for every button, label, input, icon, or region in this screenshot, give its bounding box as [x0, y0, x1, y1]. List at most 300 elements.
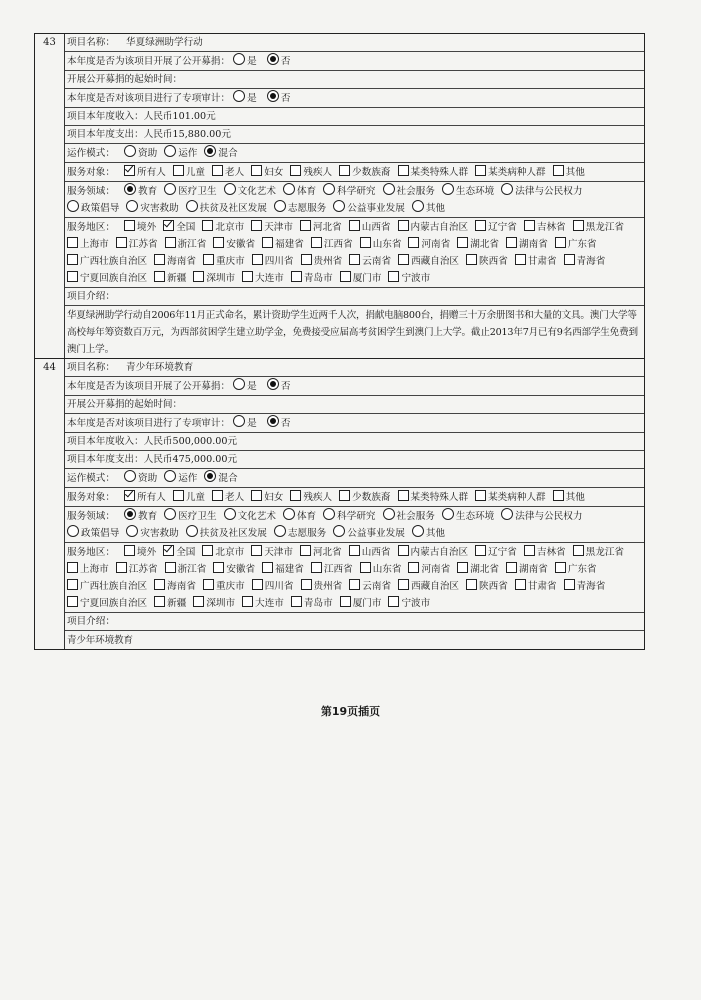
radio-option[interactable] [323, 183, 375, 200]
radio-option[interactable] [67, 200, 119, 217]
checkbox-option[interactable] [398, 489, 469, 506]
option-label: 老人 [225, 167, 245, 178]
checkbox-icon[interactable] [67, 254, 78, 265]
checkbox-option[interactable] [573, 219, 624, 236]
checkbox-option[interactable] [340, 595, 382, 612]
checkbox-option[interactable] [398, 578, 459, 595]
intro-label-row [65, 288, 644, 306]
checkbox-option[interactable] [475, 164, 546, 181]
checkbox-icon[interactable] [398, 490, 409, 501]
checkbox-option[interactable] [564, 578, 606, 595]
option-label: 科学研究 [337, 511, 376, 522]
checkbox-icon[interactable] [457, 237, 468, 248]
intro-text: 青少年环境教育 [67, 635, 133, 646]
checkbox-option[interactable] [251, 489, 283, 506]
checkbox-icon[interactable] [212, 165, 223, 176]
checkbox-icon[interactable] [212, 490, 223, 501]
checkbox-icon[interactable] [506, 562, 517, 573]
checkbox-checked-icon[interactable] [124, 165, 135, 176]
fundraising-yes-option[interactable] [233, 53, 257, 70]
option-label: 天津市 [264, 547, 293, 558]
income-text: 项目本年度收入：人民币101.00元 [67, 111, 216, 122]
income-row [65, 433, 644, 451]
checkbox-icon[interactable] [340, 596, 351, 607]
checkbox-option[interactable] [475, 219, 517, 236]
checkbox-option[interactable] [339, 164, 390, 181]
radio-icon[interactable] [323, 508, 335, 520]
radio-selected-icon[interactable] [124, 508, 136, 520]
checkbox-option[interactable] [67, 236, 109, 253]
checkbox-icon[interactable] [262, 562, 273, 573]
checkbox-option[interactable] [475, 544, 517, 561]
checkbox-option[interactable] [398, 544, 469, 561]
checkbox-option[interactable] [202, 544, 244, 561]
checkbox-icon[interactable] [515, 254, 526, 265]
checkbox-option[interactable] [506, 236, 548, 253]
checkbox-option[interactable] [466, 253, 508, 270]
checkbox-icon[interactable] [524, 545, 535, 556]
checkbox-icon[interactable] [193, 596, 204, 607]
checkbox-icon[interactable] [339, 490, 350, 501]
checkbox-option[interactable] [203, 253, 245, 270]
checkbox-option[interactable] [506, 561, 548, 578]
checkbox-icon[interactable] [193, 271, 204, 282]
checkbox-option[interactable] [202, 219, 244, 236]
checkbox-icon[interactable] [349, 579, 360, 590]
checkbox-icon[interactable] [311, 237, 322, 248]
fundraising-question: 本年度是否为该项目开展了公开募捐： [67, 56, 231, 67]
checkbox-icon[interactable] [555, 562, 566, 573]
checkbox-option[interactable] [524, 544, 566, 561]
targets-label: 服务对象： [67, 492, 115, 503]
checkbox-option[interactable] [349, 253, 391, 270]
checkbox-option[interactable] [212, 164, 244, 181]
radio-option[interactable] [124, 183, 157, 200]
checkbox-icon[interactable] [203, 254, 214, 265]
checkbox-option[interactable] [524, 219, 566, 236]
checkbox-icon[interactable] [300, 545, 311, 556]
radio-icon[interactable] [412, 200, 424, 212]
checkbox-option[interactable] [340, 270, 382, 287]
option-label: 政策倡导 [81, 203, 120, 214]
checkbox-option[interactable] [116, 236, 158, 253]
checkbox-icon[interactable] [242, 271, 253, 282]
checkbox-icon[interactable] [67, 562, 78, 573]
checkbox-option[interactable] [154, 595, 186, 612]
checkbox-icon[interactable] [290, 165, 301, 176]
checkbox-icon[interactable] [360, 562, 371, 573]
checkbox-option[interactable] [388, 270, 430, 287]
checkbox-option[interactable] [67, 270, 147, 287]
radio-option[interactable] [164, 470, 197, 487]
radio-option[interactable] [283, 508, 316, 525]
audit-yes-option[interactable] [233, 415, 257, 432]
checkbox-option[interactable] [252, 253, 294, 270]
checkbox-icon[interactable] [213, 562, 224, 573]
checkbox-icon[interactable] [339, 165, 350, 176]
checkbox-option[interactable] [398, 253, 459, 270]
checkbox-icon[interactable] [301, 254, 312, 265]
radio-icon[interactable] [233, 378, 245, 390]
checkbox-icon[interactable] [291, 596, 302, 607]
radio-option[interactable] [333, 200, 405, 217]
checkbox-option[interactable] [124, 219, 156, 236]
targets-label: 服务对象： [67, 167, 115, 178]
checkbox-icon[interactable] [475, 490, 486, 501]
fundraising-no-option[interactable] [267, 378, 291, 395]
radio-option[interactable] [126, 525, 178, 542]
radio-icon[interactable] [124, 470, 136, 482]
checkbox-option[interactable] [360, 561, 402, 578]
checkbox-option[interactable] [173, 164, 205, 181]
checkbox-option[interactable] [252, 578, 294, 595]
radio-selected-icon[interactable] [267, 90, 279, 102]
checkbox-option[interactable] [154, 253, 196, 270]
radio-option[interactable] [383, 508, 435, 525]
radio-icon[interactable] [233, 53, 245, 65]
record-number: 44 [35, 359, 65, 649]
checkbox-icon[interactable] [515, 579, 526, 590]
checkbox-icon[interactable] [291, 271, 302, 282]
checkbox-icon[interactable] [311, 562, 322, 573]
audit-row [65, 89, 644, 108]
checkbox-icon[interactable] [475, 220, 486, 231]
checkbox-icon[interactable] [165, 562, 176, 573]
checkbox-option[interactable] [212, 489, 244, 506]
checkbox-icon[interactable] [67, 237, 78, 248]
checkbox-option[interactable] [251, 544, 293, 561]
checkbox-icon[interactable] [564, 579, 575, 590]
checkbox-icon[interactable] [242, 596, 253, 607]
radio-option[interactable] [224, 508, 276, 525]
option-label: 境外 [137, 547, 157, 558]
radio-option[interactable] [383, 183, 435, 200]
checkbox-option[interactable] [67, 595, 147, 612]
checkbox-icon[interactable] [154, 254, 165, 265]
checkbox-icon[interactable] [301, 579, 312, 590]
radio-selected-icon[interactable] [267, 53, 279, 65]
checkbox-icon[interactable] [340, 271, 351, 282]
checkbox-icon[interactable] [398, 579, 409, 590]
checkbox-option[interactable] [300, 219, 342, 236]
option-label: 青海省 [576, 581, 606, 592]
radio-option[interactable] [274, 200, 326, 217]
checkbox-option[interactable] [515, 253, 557, 270]
checkbox-icon[interactable] [466, 254, 477, 265]
checkbox-icon[interactable] [251, 545, 262, 556]
option-label: 安徽省 [226, 239, 256, 250]
checkbox-option[interactable] [173, 489, 205, 506]
radio-option[interactable] [67, 525, 119, 542]
checkbox-option[interactable] [360, 236, 402, 253]
radio-icon[interactable] [126, 525, 138, 537]
radio-option[interactable] [124, 470, 157, 487]
checkbox-option[interactable] [262, 236, 304, 253]
checkbox-option[interactable] [388, 595, 430, 612]
checkbox-option[interactable] [301, 578, 343, 595]
checkbox-option[interactable] [311, 561, 353, 578]
radio-icon[interactable] [164, 508, 176, 520]
checkbox-option[interactable] [300, 544, 342, 561]
radio-icon[interactable] [501, 508, 513, 520]
checkbox-icon[interactable] [564, 254, 575, 265]
radio-icon[interactable] [442, 183, 454, 195]
radio-icon[interactable] [274, 525, 286, 537]
checkbox-icon[interactable] [506, 237, 517, 248]
checkbox-option[interactable] [124, 544, 156, 561]
radio-icon[interactable] [412, 525, 424, 537]
radio-icon[interactable] [283, 508, 295, 520]
checkbox-icon[interactable] [67, 271, 78, 282]
checkbox-icon[interactable] [173, 490, 184, 501]
checkbox-option[interactable] [475, 489, 546, 506]
checkbox-icon[interactable] [553, 490, 564, 501]
radio-icon[interactable] [383, 183, 395, 195]
checkbox-icon[interactable] [154, 271, 165, 282]
checkbox-option[interactable] [213, 561, 255, 578]
fundraising-no-option[interactable] [267, 53, 291, 70]
checkbox-icon[interactable] [524, 220, 535, 231]
checkbox-icon[interactable] [408, 562, 419, 573]
radio-icon[interactable] [333, 200, 345, 212]
checkbox-option[interactable] [163, 219, 195, 236]
checkbox-option[interactable] [203, 578, 245, 595]
radio-icon[interactable] [186, 200, 198, 212]
radio-icon[interactable] [67, 200, 79, 212]
checkbox-option[interactable] [555, 561, 597, 578]
radio-icon[interactable] [164, 145, 176, 157]
radio-option[interactable] [124, 508, 157, 525]
checkbox-icon[interactable] [173, 165, 184, 176]
radio-icon[interactable] [67, 525, 79, 537]
yes-label: 是 [247, 93, 257, 104]
checkbox-icon[interactable] [251, 220, 262, 231]
audit-no-option[interactable] [267, 415, 291, 432]
checkbox-option[interactable] [154, 578, 196, 595]
checkbox-icon[interactable] [67, 596, 78, 607]
expense-row [65, 126, 644, 144]
radio-icon[interactable] [124, 145, 136, 157]
radio-selected-icon[interactable] [124, 183, 136, 195]
checkbox-option[interactable] [165, 236, 207, 253]
radio-option[interactable] [204, 145, 237, 162]
checkbox-checked-icon[interactable] [163, 220, 174, 231]
radio-icon[interactable] [224, 508, 236, 520]
target-options [124, 167, 592, 178]
checkbox-icon[interactable] [398, 165, 409, 176]
checkbox-option[interactable] [290, 164, 332, 181]
radio-selected-icon[interactable] [267, 378, 279, 390]
option-label: 志愿服务 [287, 528, 327, 539]
checkbox-option[interactable] [242, 270, 284, 287]
radio-icon[interactable] [164, 470, 176, 482]
checkbox-icon[interactable] [457, 562, 468, 573]
checkbox-icon[interactable] [290, 490, 301, 501]
checkbox-option[interactable] [154, 270, 186, 287]
checkbox-option[interactable] [116, 561, 158, 578]
radio-icon[interactable] [283, 183, 295, 195]
checkbox-icon[interactable] [573, 220, 584, 231]
fundraising-yes-option[interactable] [233, 378, 257, 395]
radio-option[interactable] [224, 183, 276, 200]
checkbox-icon[interactable] [251, 490, 262, 501]
audit-no-option[interactable] [267, 90, 291, 107]
checkbox-option[interactable] [398, 219, 469, 236]
checkbox-option[interactable] [163, 544, 195, 561]
checkbox-icon[interactable] [251, 165, 262, 176]
radio-option[interactable] [124, 145, 157, 162]
checkbox-option[interactable] [67, 578, 147, 595]
checkbox-option[interactable] [67, 253, 147, 270]
checkbox-icon[interactable] [202, 220, 213, 231]
radio-selected-icon[interactable] [204, 470, 216, 482]
checkbox-icon[interactable] [202, 545, 213, 556]
radio-icon[interactable] [186, 525, 198, 537]
checkbox-icon[interactable] [475, 545, 486, 556]
option-label: 宁夏回族自治区 [80, 598, 148, 609]
checkbox-icon[interactable] [466, 579, 477, 590]
checkbox-icon[interactable] [349, 254, 360, 265]
radio-option[interactable] [501, 508, 582, 525]
checkbox-icon[interactable] [360, 237, 371, 248]
checkbox-option[interactable] [124, 164, 166, 181]
checkbox-icon[interactable] [300, 220, 311, 231]
radio-option[interactable] [412, 525, 445, 542]
checkbox-icon[interactable] [154, 596, 165, 607]
checkbox-icon[interactable] [398, 220, 409, 231]
checkbox-icon[interactable] [408, 237, 419, 248]
option-label: 大连市 [255, 273, 284, 284]
checkbox-option[interactable] [398, 164, 469, 181]
checkbox-option[interactable] [553, 489, 585, 506]
checkbox-option[interactable] [193, 270, 235, 287]
checkbox-option[interactable] [349, 544, 391, 561]
checkbox-icon[interactable] [388, 271, 399, 282]
checkbox-icon[interactable] [213, 237, 224, 248]
checkbox-option[interactable] [291, 595, 333, 612]
radio-icon[interactable] [323, 183, 335, 195]
radio-selected-icon[interactable] [267, 415, 279, 427]
checkbox-option[interactable] [573, 544, 624, 561]
checkbox-option[interactable] [301, 253, 343, 270]
radio-option[interactable] [164, 145, 197, 162]
radio-option[interactable] [186, 200, 267, 217]
checkbox-icon[interactable] [553, 165, 564, 176]
checkbox-checked-icon[interactable] [124, 490, 135, 501]
checkbox-option[interactable] [466, 578, 508, 595]
checkbox-option[interactable] [290, 489, 332, 506]
radio-option[interactable] [501, 183, 582, 200]
checkbox-option[interactable] [311, 236, 353, 253]
option-label: 社会服务 [396, 511, 435, 522]
checkbox-option[interactable] [457, 561, 499, 578]
checkbox-icon[interactable] [154, 579, 165, 590]
checkbox-option[interactable] [251, 219, 293, 236]
checkbox-option[interactable] [124, 489, 166, 506]
checkbox-option[interactable] [291, 270, 333, 287]
checkbox-icon[interactable] [398, 545, 409, 556]
radio-option[interactable] [274, 525, 326, 542]
checkbox-option[interactable] [67, 561, 109, 578]
checkbox-icon[interactable] [165, 237, 176, 248]
checkbox-icon[interactable] [252, 579, 263, 590]
radio-option[interactable] [283, 183, 316, 200]
checkbox-icon[interactable] [262, 237, 273, 248]
checkbox-icon[interactable] [388, 596, 399, 607]
checkbox-option[interactable] [242, 595, 284, 612]
checkbox-option[interactable] [251, 164, 283, 181]
checkbox-option[interactable] [262, 561, 304, 578]
radio-icon[interactable] [383, 508, 395, 520]
checkbox-icon[interactable] [573, 545, 584, 556]
option-label: 福建省 [275, 564, 304, 575]
checkbox-option[interactable] [349, 578, 391, 595]
checkbox-option[interactable] [193, 595, 235, 612]
checkbox-icon[interactable] [124, 220, 135, 231]
checkbox-option[interactable] [408, 561, 450, 578]
checkbox-option[interactable] [457, 236, 499, 253]
radio-icon[interactable] [224, 183, 236, 195]
checkbox-icon[interactable] [475, 165, 486, 176]
radio-icon[interactable] [333, 525, 345, 537]
radio-option[interactable] [442, 183, 494, 200]
checkbox-option[interactable] [165, 561, 207, 578]
checkbox-icon[interactable] [67, 579, 78, 590]
checkbox-option[interactable] [515, 578, 557, 595]
checkbox-icon[interactable] [124, 545, 135, 556]
radio-icon[interactable] [233, 415, 245, 427]
checkbox-icon[interactable] [116, 562, 127, 573]
checkbox-icon[interactable] [398, 254, 409, 265]
checkbox-option[interactable] [213, 236, 255, 253]
radio-option[interactable] [412, 200, 445, 217]
radio-selected-icon[interactable] [204, 145, 216, 157]
radio-option[interactable] [442, 508, 494, 525]
region-options [67, 547, 631, 609]
checkbox-icon[interactable] [252, 254, 263, 265]
checkbox-option[interactable] [553, 164, 585, 181]
option-label: 资助 [138, 473, 158, 484]
radio-option[interactable] [204, 470, 237, 487]
radio-icon[interactable] [442, 508, 454, 520]
radio-option[interactable] [333, 525, 405, 542]
radio-icon[interactable] [164, 183, 176, 195]
radio-option[interactable] [126, 200, 178, 217]
checkbox-option[interactable] [408, 236, 450, 253]
checkbox-icon[interactable] [555, 237, 566, 248]
checkbox-option[interactable] [349, 219, 391, 236]
radio-option[interactable] [164, 183, 216, 200]
checkbox-option[interactable] [339, 489, 390, 506]
radio-option[interactable] [323, 508, 375, 525]
radio-icon[interactable] [274, 200, 286, 212]
checkbox-icon[interactable] [116, 237, 127, 248]
radio-icon[interactable] [233, 90, 245, 102]
checkbox-option[interactable] [555, 236, 597, 253]
radio-icon[interactable] [501, 183, 513, 195]
fundraising-question: 本年度是否为该项目开展了公开募捐： [67, 381, 231, 392]
audit-yes-option[interactable] [233, 90, 257, 107]
checkbox-icon[interactable] [203, 579, 214, 590]
checkbox-option[interactable] [564, 253, 606, 270]
option-label: 残疾人 [303, 167, 333, 178]
radio-option[interactable] [186, 525, 267, 542]
radio-option[interactable] [164, 508, 216, 525]
checkbox-checked-icon[interactable] [163, 545, 174, 556]
checkbox-icon[interactable] [349, 220, 360, 231]
radio-icon[interactable] [126, 200, 138, 212]
checkbox-icon[interactable] [349, 545, 360, 556]
